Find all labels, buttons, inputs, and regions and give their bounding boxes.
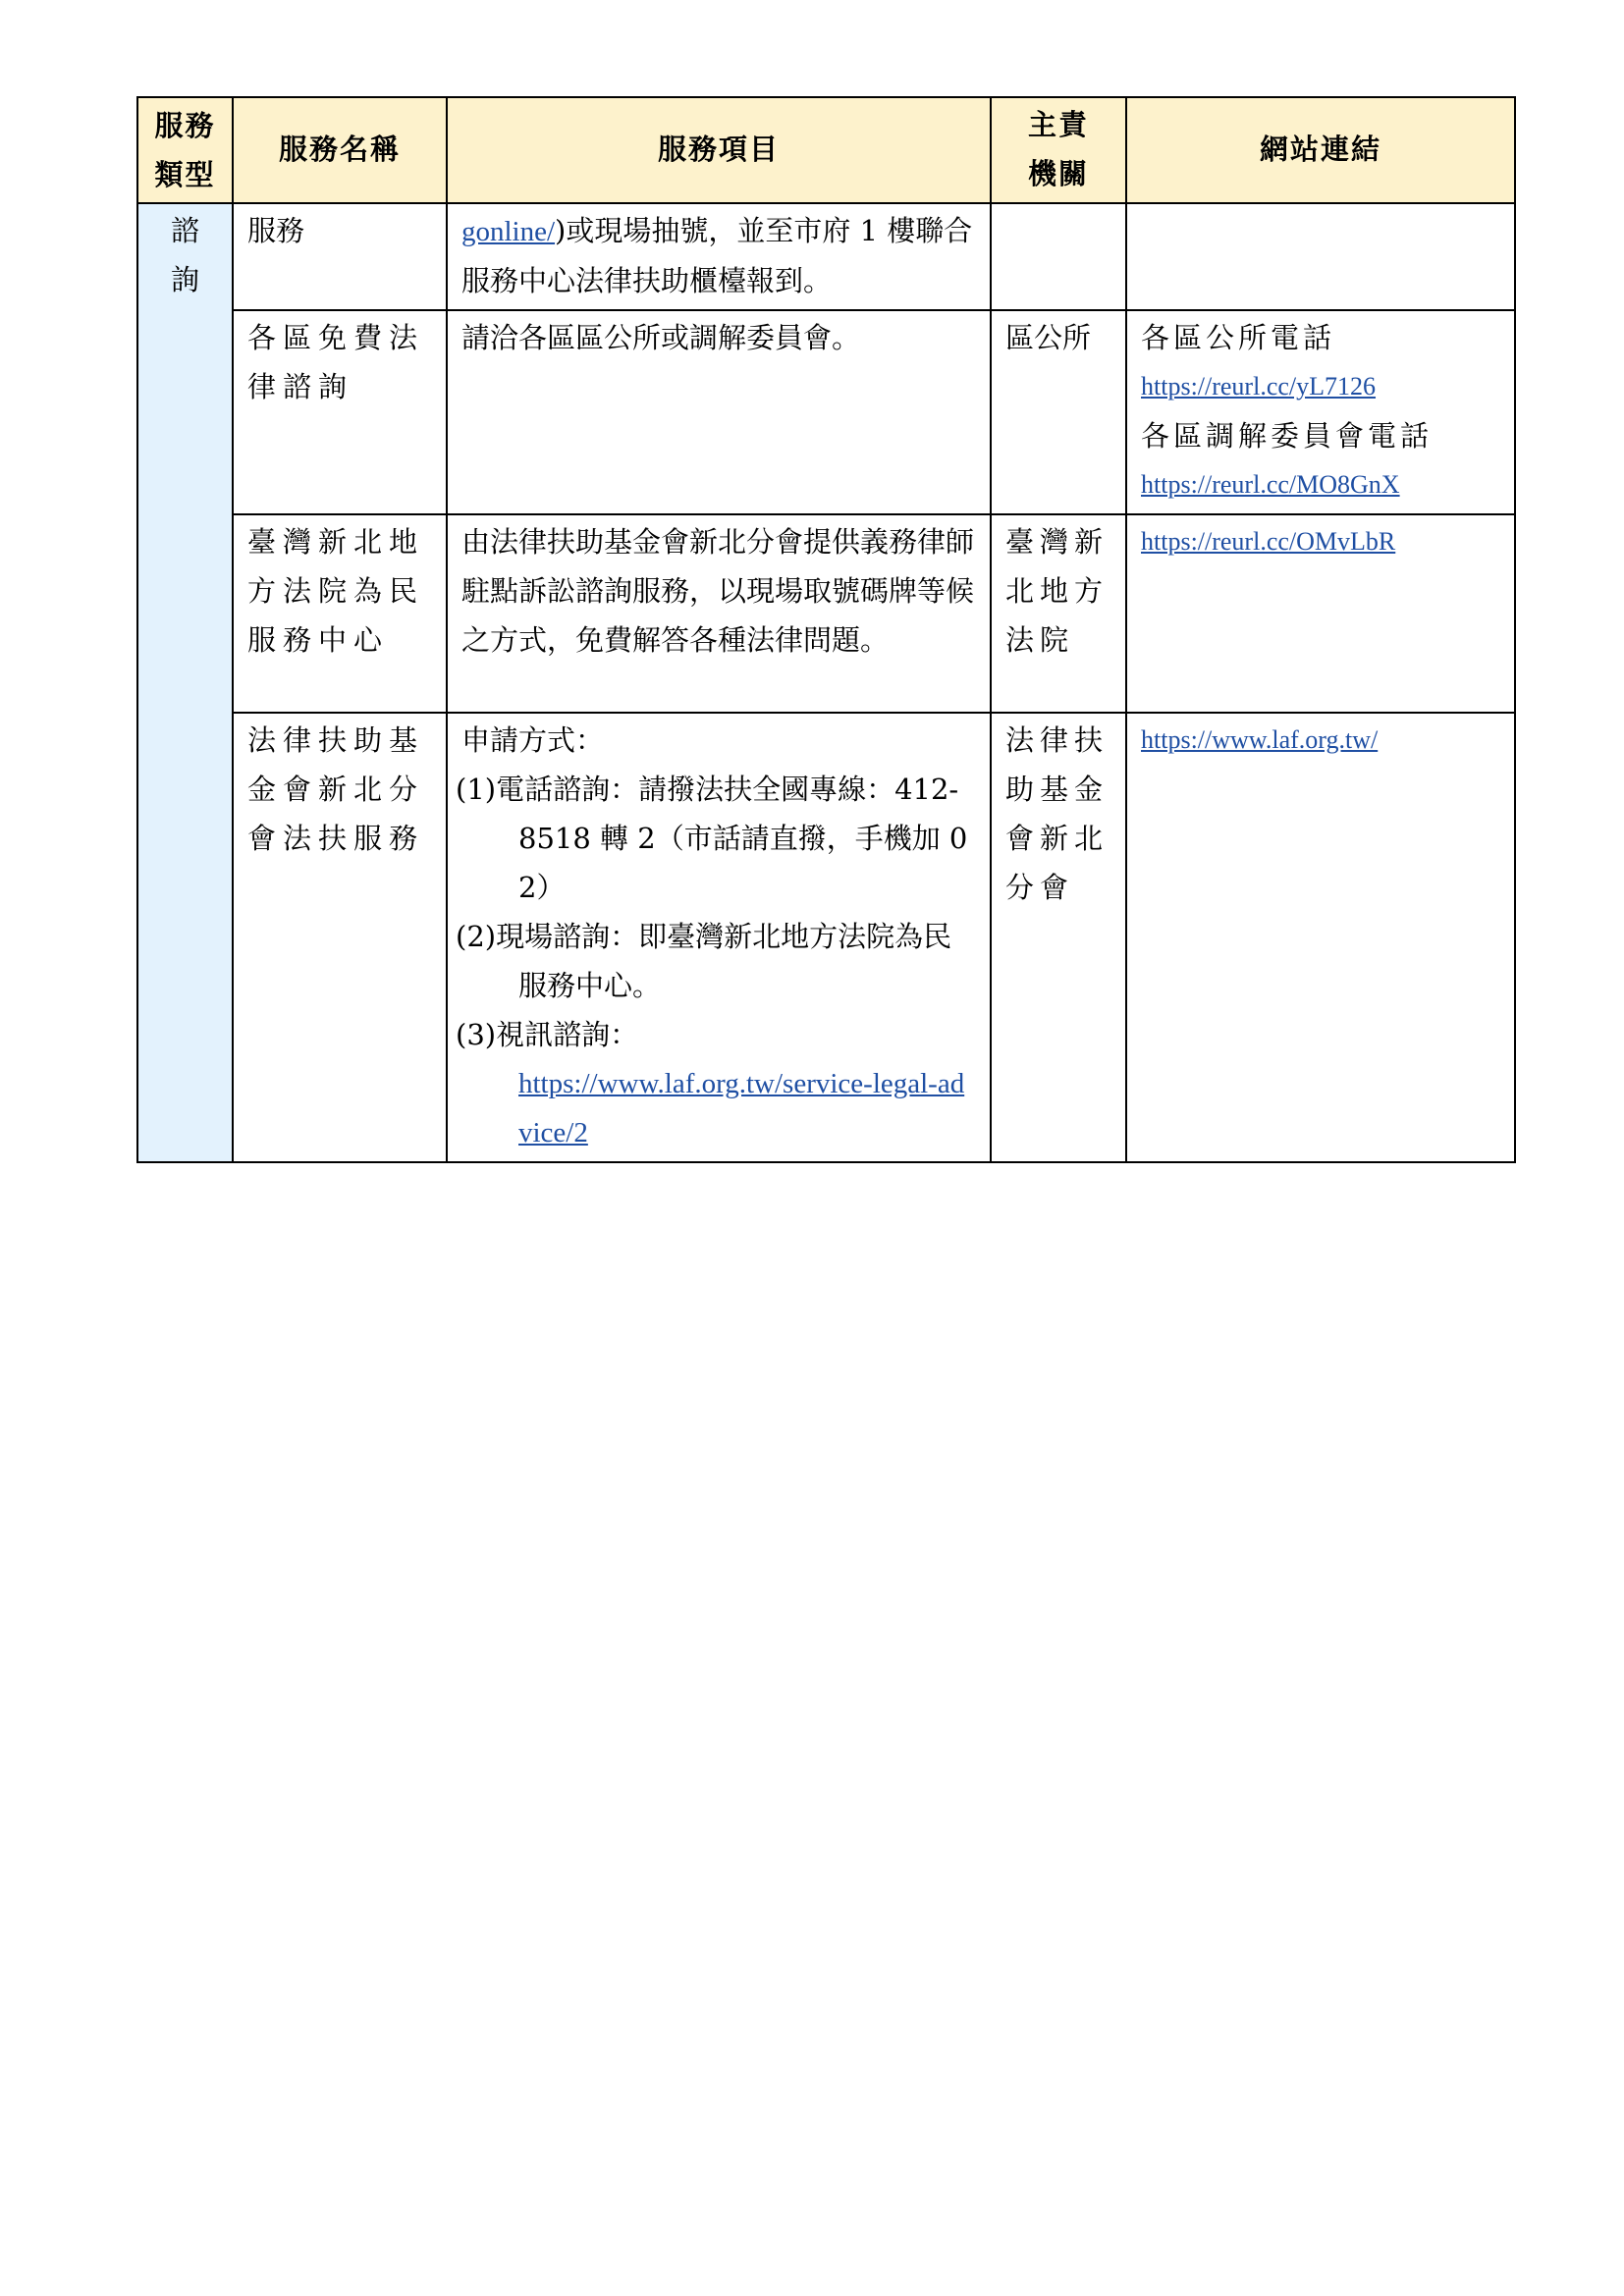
header-link: 網站連結	[1126, 97, 1515, 203]
agency-text: 區公所	[1005, 321, 1092, 354]
link-cell	[1126, 310, 1515, 514]
table-row	[137, 310, 1515, 514]
video-consult-link[interactable]: https://www.laf.org.tw/service-legal-advice/2	[518, 1068, 965, 1148]
header-row	[137, 97, 1515, 203]
item-text: 請洽各區區公所或調解委員會。	[461, 321, 861, 354]
table-row	[137, 514, 1515, 713]
item-text: 由法律扶助基金會新北分會提供義務律師駐點訴訟諮詢服務，以現場取號碼牌等候之方式，免費解答各種法律問題。	[461, 525, 975, 657]
agency-text: 法律扶助基金會新北分會	[1005, 723, 1110, 904]
table-row	[137, 203, 1515, 310]
link-cell	[1126, 514, 1515, 713]
service-item	[447, 310, 991, 514]
mediation-committee-link[interactable]: https://reurl.cc/MO8GnX	[1141, 470, 1400, 499]
laf-website-link[interactable]: https://www.laf.org.tw/	[1141, 725, 1379, 754]
agency-cell	[991, 514, 1126, 713]
link-label: 各區公所電話	[1141, 321, 1336, 354]
service-item	[447, 514, 991, 713]
service-item	[447, 203, 991, 310]
apply-item-phone: (1)電話諮詢：請撥法扶全國專線：412-8518 轉 2（市話請直撥，手機加 02）	[456, 773, 968, 904]
agency-text: 臺灣新北地方法院	[1005, 525, 1110, 657]
table-row	[137, 713, 1515, 1162]
header-item: 服務項目	[447, 97, 991, 203]
service-name-text: 法律扶助基金會新北分會法扶服務	[247, 723, 425, 855]
service-name	[233, 310, 447, 514]
apply-title: 申請方式：	[461, 723, 605, 757]
link-cell	[1126, 713, 1515, 1162]
agency-cell	[991, 310, 1126, 514]
header-name: 服務名稱	[233, 97, 447, 203]
service-name-text: 臺灣新北地方法院為民服務中心	[247, 525, 425, 657]
service-name	[233, 514, 447, 713]
service-name	[233, 203, 447, 310]
service-item	[447, 713, 991, 1162]
item-text: )或現場抽號，並至市府 1 樓聯合服務中心法律扶助櫃檯報到。	[461, 214, 973, 297]
court-service-link[interactable]: https://reurl.cc/OMvLbR	[1141, 527, 1396, 556]
apply-item-video: (3)視訊諮詢：	[456, 1018, 639, 1051]
apply-item-onsite: (2)現場諮詢：即臺灣新北地方法院為民服務中心。	[456, 920, 952, 1002]
agency-cell	[991, 713, 1126, 1162]
service-name-text: 各區免費法律諮詢	[247, 321, 425, 403]
agency-cell	[991, 203, 1126, 310]
service-name-text: 服務	[247, 214, 305, 247]
service-name	[233, 713, 447, 1162]
item-link[interactable]: gonline/	[461, 216, 556, 247]
header-agency: 主責 機關	[991, 97, 1126, 203]
service-table	[136, 96, 1516, 1163]
header-type: 服務 類型	[137, 97, 233, 203]
link-label: 各區調解委員會電話	[1141, 419, 1434, 453]
district-office-link[interactable]: https://reurl.cc/yL7126	[1141, 372, 1377, 400]
link-cell	[1126, 203, 1515, 310]
service-type-cell: 諮 詢	[137, 203, 233, 1162]
